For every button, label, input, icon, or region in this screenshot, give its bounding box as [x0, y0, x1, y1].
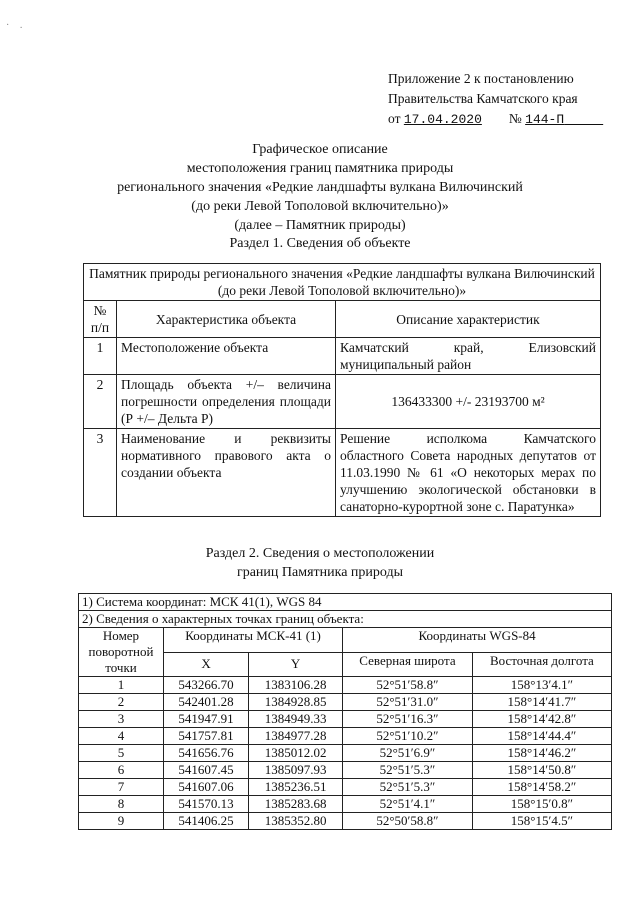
cell-lon: 158°14′50.8″ [472, 762, 611, 779]
cell-n: 1 [79, 677, 164, 694]
table-row [79, 677, 612, 694]
table-row [84, 338, 601, 375]
row-desc: 136433300 +/- 23193700 м² [336, 375, 601, 429]
cell-lat: 52°50′58.8″ [343, 813, 473, 830]
cell-lat: 52°51′16.3″ [343, 711, 473, 728]
cell-y: 1385283.68 [249, 796, 343, 813]
scan-marks: · . [6, 20, 27, 31]
section-1-heading: Раздел 1. Сведения об объекте [229, 236, 411, 251]
cell-x: 543266.70 [164, 677, 249, 694]
cell-n: 6 [79, 762, 164, 779]
section-2-line-2: границ Памятника природы [236, 565, 404, 580]
cell-n: 8 [79, 796, 164, 813]
cell-n: 2 [79, 694, 164, 711]
col-msk-header: Координаты МСК-41 (1) [164, 628, 343, 653]
table-row [79, 779, 612, 796]
table-row [79, 813, 612, 830]
col-char-header: Характеристика объекта [117, 301, 336, 338]
cell-n: 4 [79, 728, 164, 745]
row-char: Наименование и реквизиты нормативного правового акта о создании объекта [117, 429, 336, 517]
cell-n: 5 [79, 745, 164, 762]
cell-lon: 158°13′4.1″ [472, 677, 611, 694]
section-2-heading [0, 544, 640, 582]
coordinate-system: 1) Система координат: МСК 41(1), WGS 84 [79, 594, 612, 611]
from-label: от [388, 111, 401, 126]
title-line-4: (до реки Левой Тополовой включительно)» [191, 199, 449, 214]
col-point-header: Номер поворотной точки [79, 628, 164, 677]
cell-x: 541607.45 [164, 762, 249, 779]
cell-y: 1384928.85 [249, 694, 343, 711]
table-row [79, 694, 612, 711]
col-lon-header: Восточная долгота [472, 652, 611, 677]
col-wgs-header: Координаты WGS-84 [343, 628, 612, 653]
table-row [79, 796, 612, 813]
row-char: Площадь объекта +/– величина погрешности определения площади (Р +/– Дельта Р) [117, 375, 336, 429]
points-title: 2) Сведения о характерных точках границ объекта: [79, 611, 612, 628]
cell-lat: 52°51′6.9″ [343, 745, 473, 762]
appendix-date-line [388, 109, 628, 130]
cell-lat: 52°51′10.2″ [343, 728, 473, 745]
decree-date: 17.04.2020 [403, 112, 482, 127]
cell-lat: 52°51′4.1″ [343, 796, 473, 813]
cell-x: 541757.81 [164, 728, 249, 745]
row-desc: Камчатский край, Елизовский муниципальный район [336, 338, 601, 375]
cell-x: 541607.06 [164, 779, 249, 796]
cell-y: 1385236.51 [249, 779, 343, 796]
table-row [79, 745, 612, 762]
title-line-1: Графическое описание [252, 142, 388, 157]
appendix-line-1: Приложение 2 к постановлению [388, 71, 574, 86]
col-lat-header: Северная широта [343, 652, 473, 677]
cell-y: 1384949.33 [249, 711, 343, 728]
cell-x: 542401.28 [164, 694, 249, 711]
cell-lon: 158°15′0.8″ [472, 796, 611, 813]
cell-lon: 158°14′58.2″ [472, 779, 611, 796]
col-desc-header: Описание характеристик [336, 301, 601, 338]
col-y-header: Y [249, 652, 343, 677]
section-2-line-1: Раздел 2. Сведения о местоположении [205, 546, 435, 561]
table1-caption: Памятник природы регионального значения «Редкие ландшафты вулкана Вилючинский (до реки Левой Тополовой включительно)» [84, 264, 601, 301]
table-row [84, 429, 601, 517]
cell-x: 541656.76 [164, 745, 249, 762]
appendix-line-2: Правительства Камчатского края [388, 91, 578, 106]
col-num-header: № п/п [84, 301, 117, 338]
row-desc: Решение исполкома Камчатского областного Совета народных депутатов от 11.03.1990 № 61 «О некоторых мерах по улучшению экологической обстановки в санаторно-курортной зоне с. Паратунка» [336, 429, 601, 517]
cell-y: 1385352.80 [249, 813, 343, 830]
table-row [79, 728, 612, 745]
cell-lon: 158°14′42.8″ [472, 711, 611, 728]
cell-lat: 52°51′5.3″ [343, 779, 473, 796]
cell-y: 1384977.28 [249, 728, 343, 745]
cell-lat: 52°51′58.8″ [343, 677, 473, 694]
cell-lat: 52°51′5.3″ [343, 762, 473, 779]
row-char: Местоположение объекта [117, 338, 336, 375]
cell-x: 541570.13 [164, 796, 249, 813]
cell-x: 541947.91 [164, 711, 249, 728]
cell-lon: 158°14′41.7″ [472, 694, 611, 711]
table-row [79, 711, 612, 728]
appendix-header [388, 69, 628, 130]
cell-y: 1385097.93 [249, 762, 343, 779]
decree-number: 144-П [525, 112, 565, 127]
row-num: 2 [84, 375, 117, 429]
col-x-header: X [164, 652, 249, 677]
row-num: 3 [84, 429, 117, 517]
table-row [84, 375, 601, 429]
number-label: № [508, 111, 522, 126]
cell-n: 7 [79, 779, 164, 796]
cell-lon: 158°14′44.4″ [472, 728, 611, 745]
title-line-3: регионального значения «Редкие ландшафты вулкана Вилючинский [117, 180, 523, 195]
coordinates-table [78, 593, 612, 830]
cell-n: 9 [79, 813, 164, 830]
cell-lat: 52°51′31.0″ [343, 694, 473, 711]
document-title [80, 140, 560, 235]
cell-lon: 158°15′4.5″ [472, 813, 611, 830]
cell-n: 3 [79, 711, 164, 728]
cell-y: 1383106.28 [249, 677, 343, 694]
row-num: 1 [84, 338, 117, 375]
table-row [79, 762, 612, 779]
cell-x: 541406.25 [164, 813, 249, 830]
title-line-2: местоположения границ памятника природы [186, 161, 454, 176]
object-info-table [83, 263, 601, 517]
cell-y: 1385012.02 [249, 745, 343, 762]
title-line-5: (далее – Памятник природы) [234, 218, 406, 233]
cell-lon: 158°14′46.2″ [472, 745, 611, 762]
